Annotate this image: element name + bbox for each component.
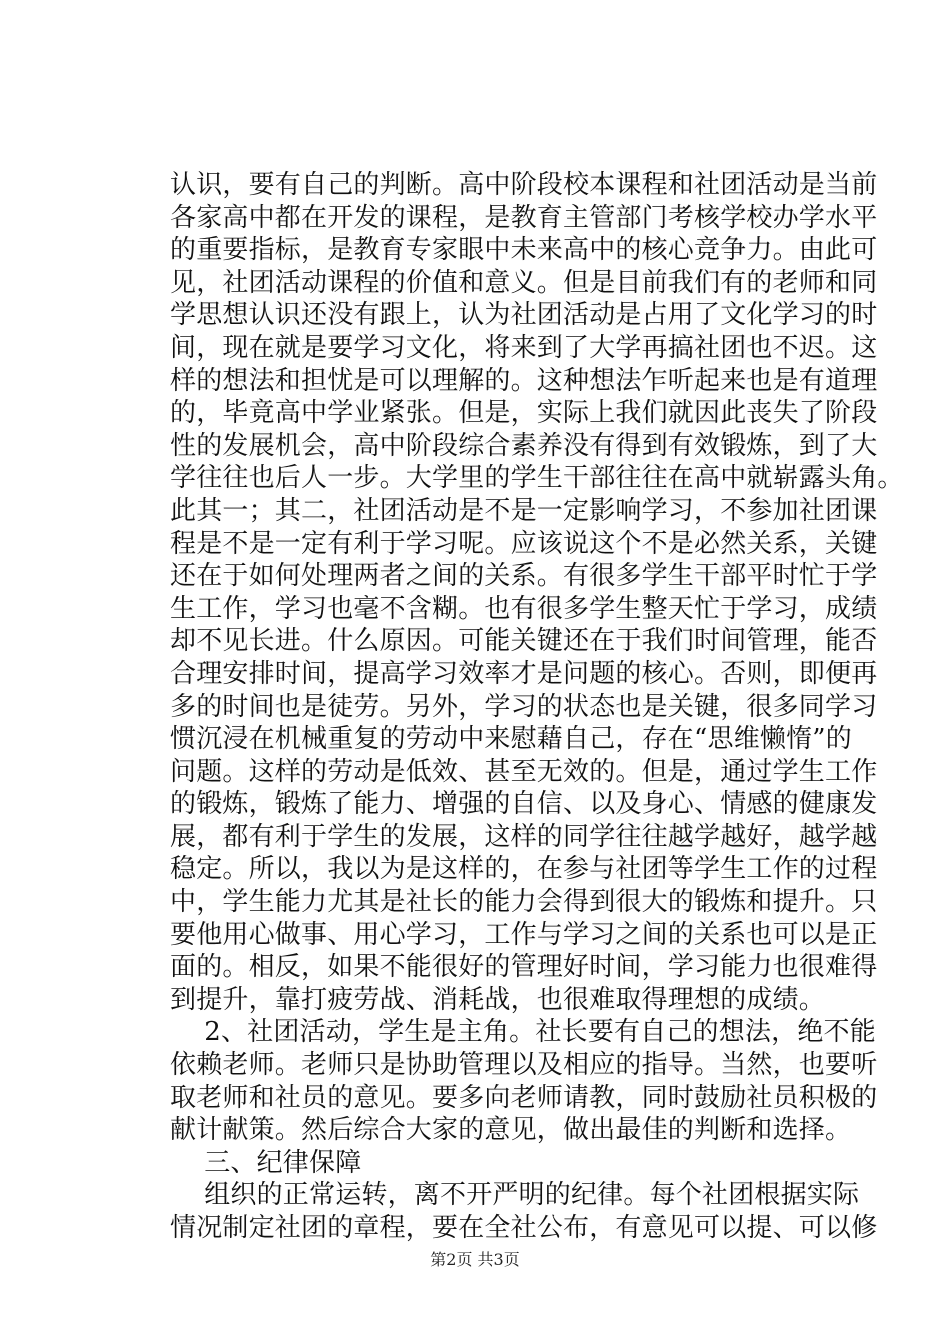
section-heading: 三、纪律保障 bbox=[178, 1147, 362, 1178]
text-line: 性的发展机会，高中阶段综合素养没有得到有效锻炼，到了大 bbox=[170, 430, 878, 461]
text-line: 学思想认识还没有跟上，认为社团活动是占用了文化学习的时 bbox=[170, 300, 878, 331]
text-line: 各家高中都在开发的课程，是教育主管部门考核学校办学水平 bbox=[170, 202, 878, 233]
text-line: 面的。相反，如果不能很好的管理好时间，学习能力也很难得 bbox=[170, 952, 878, 983]
text-line: 展，都有利于学生的发展，这样的同学往往越学越好，越学越 bbox=[170, 821, 878, 852]
text-line: 问题。这样的劳动是低效、甚至无效的。但是，通过学生工作 bbox=[170, 756, 878, 787]
text-line: 还在于如何处理两者之间的关系。有很多学生干部平时忙于学 bbox=[170, 561, 878, 592]
text-line: 此其一；其二，社团活动是不是一定影响学习，不参加社团课 bbox=[170, 495, 878, 526]
text-line: 却不见长进。什么原因。可能关键还在于我们时间管理，能否 bbox=[170, 626, 878, 657]
text-line: 依赖老师。老师只是协助管理以及相应的指导。当然，也要听 bbox=[170, 1050, 878, 1081]
text-line: 献计献策。然后综合大家的意见，做出最佳的判断和选择。 bbox=[170, 1115, 852, 1146]
text-line: 见，社团活动课程的价值和意义。但是目前我们有的老师和同 bbox=[170, 267, 878, 298]
text-line: 组织的正常运转，离不开严明的纪律。每个社团根据实际 bbox=[178, 1180, 860, 1211]
text-line: 惯沉浸在机械重复的劳动中来慰藉自己，存在“思维懒惰”的 bbox=[170, 724, 852, 755]
text-line: 多的时间也是徒劳。另外，学习的状态也是关键，很多同学习 bbox=[170, 691, 878, 722]
text-line: 的锻炼，锻炼了能力、增强的自信、以及身心、情感的健康发 bbox=[170, 789, 878, 820]
text-line: 合理安排时间，提高学习效率才是问题的核心。否则，即便再 bbox=[170, 658, 878, 689]
text-line: 2、社团活动，学生是主角。社长要有自己的想法，绝不能 bbox=[178, 1017, 876, 1048]
text-line: 的重要指标，是教育专家眼中未来高中的核心竞争力。由此可 bbox=[170, 235, 878, 266]
text-line: 中，学生能力尤其是社长的能力会得到很大的锻炼和提升。只 bbox=[170, 887, 878, 918]
text-line: 样的想法和担忧是可以理解的。这种想法乍听起来也是有道理 bbox=[170, 365, 878, 396]
text-line: 稳定。所以，我以为是这样的，在参与社团等学生工作的过程 bbox=[170, 854, 878, 885]
text-line: 生工作，学习也毫不含糊。也有很多学生整天忙于学习，成绩 bbox=[170, 593, 878, 624]
text-line: 取老师和社员的意见。要多向老师请教，同时鼓励社员积极的 bbox=[170, 1082, 878, 1113]
text-line: 到提升，靠打疲劳战、消耗战，也很难取得理想的成绩。 bbox=[170, 984, 826, 1015]
text-line: 认识，要有自己的判断。高中阶段校本课程和社团活动是当前 bbox=[170, 170, 878, 200]
text-line: 的，毕竟高中学业紧张。但是，实际上我们就因此丧失了阶段 bbox=[170, 398, 878, 429]
text-line: 学往往也后人一步。大学里的学生干部往往在高中就崭露头角。 bbox=[170, 463, 904, 494]
text-line: 要他用心做事、用心学习，工作与学习之间的关系也可以是正 bbox=[170, 919, 878, 950]
page-number-footer: 第2页 共3页 bbox=[430, 1250, 520, 1269]
text-line: 间，现在就是要学习文化，将来到了大学再搞社团也不迟。这 bbox=[170, 332, 878, 363]
text-line: 情况制定社团的章程，要在全社公布，有意见可以提、可以修 bbox=[170, 1213, 878, 1243]
document-body bbox=[170, 169, 904, 1245]
text-line: 程是不是一定有利于学习呢。应该说这个不是必然关系，关键 bbox=[170, 528, 878, 559]
